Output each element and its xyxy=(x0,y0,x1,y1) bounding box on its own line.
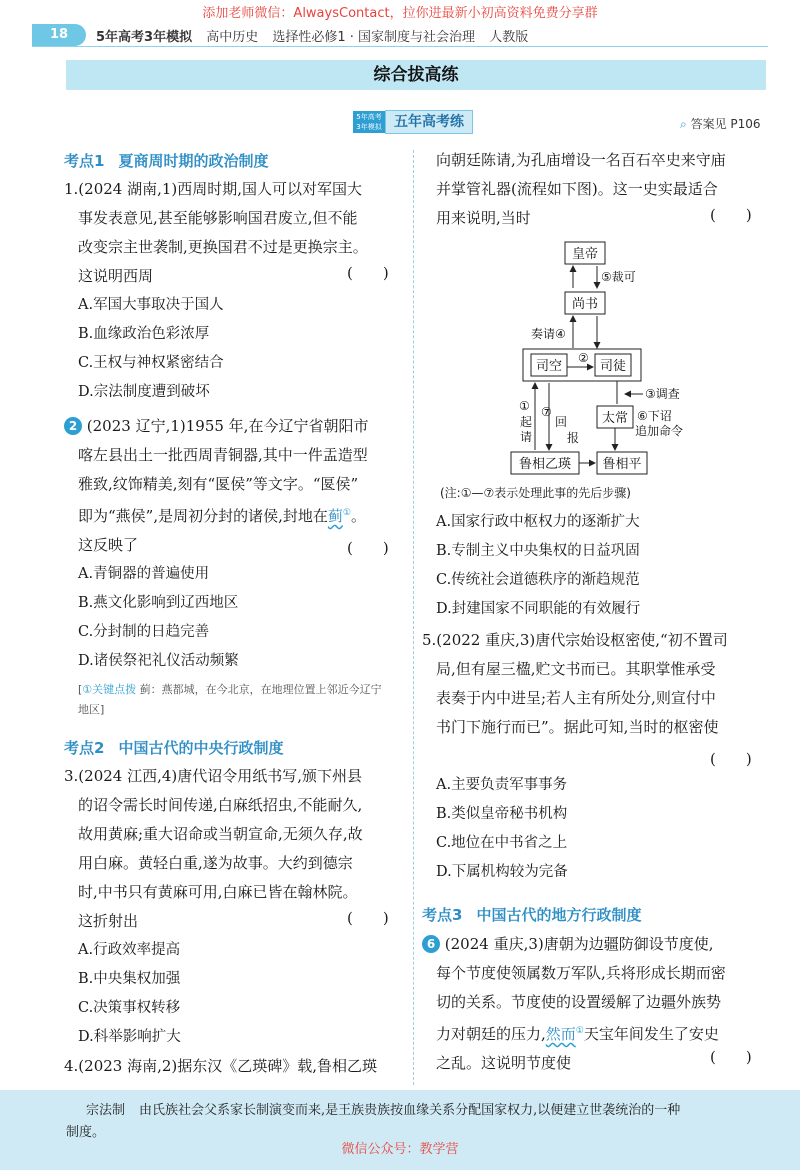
q2-answer-blank[interactable]: ( ) xyxy=(347,539,389,557)
q2-line: 喀左县出土一批西周青铜器,其中一件盂造型 xyxy=(78,446,368,464)
q5-line: 表奏于内中进呈;若人主有所处分,则宣付中 xyxy=(436,689,716,707)
q2-option-d[interactable]: D.诸侯祭祀礼仪活动频繁 xyxy=(78,653,239,669)
flow-hui: 回 xyxy=(555,415,568,429)
flow-step-1c: 请 xyxy=(520,430,533,444)
flow-shangshu: 尚书 xyxy=(571,297,599,312)
kaodian-3-label: 考点3 xyxy=(422,906,463,924)
q4-line: 并掌管礼器(流程如下图)。这一史实最适合 xyxy=(436,180,718,198)
kaodian-2 xyxy=(64,737,297,758)
answer-ref-text: 答案见 P106 xyxy=(690,117,761,131)
kaodian-3 xyxy=(422,904,655,925)
q6-line: 之乱。这说明节度使 xyxy=(436,1054,572,1072)
q1-option-b[interactable]: B.血缘政治色彩浓厚 xyxy=(78,326,210,342)
q2-keyword-ji[interactable]: 蓟 xyxy=(327,507,343,525)
q1-answer-blank[interactable]: ( ) xyxy=(347,264,389,282)
watermark-top: 添加老师微信：AlwaysContact，拉你进最新小初高资料免费分享群 xyxy=(202,6,598,21)
book-title: 5年高考3年模拟 xyxy=(96,30,193,45)
q2-note: [①关键点拨 蓟：燕都城，在今北京，在地理位置上邻近今辽宁 xyxy=(78,683,382,696)
flow-luxiangyiying: 鲁相乙瑛 xyxy=(518,457,572,472)
q3-line: 这折射出 xyxy=(78,912,139,930)
q5-option-a[interactable]: A.主要负责军事事务 xyxy=(436,777,568,793)
flow-luxiangping: 鲁相平 xyxy=(602,457,642,472)
book-header xyxy=(96,26,528,45)
q5-option-c[interactable]: C.地位在中书省之上 xyxy=(436,835,568,851)
flow-huangdi: 皇帝 xyxy=(571,247,599,262)
q1-line: 改变宗主世袭制,更换国君不过是更换宗主。 xyxy=(78,238,368,256)
q2-option-c[interactable]: C.分封制的日趋完善 xyxy=(78,624,210,640)
header-divider xyxy=(32,46,768,47)
section-banner: 综合拔高练 xyxy=(66,60,766,90)
q3-option-d[interactable]: D.科举影响扩大 xyxy=(78,1029,181,1045)
q6-line: 切的关系。节度使的设置缓解了边疆外族势 xyxy=(436,993,722,1011)
flow-note: (注:①—⑦表示处理此事的先后步骤) xyxy=(440,486,631,500)
question-5 xyxy=(422,626,782,887)
kaodian-1-title: 夏商周时期的政治制度 xyxy=(118,152,269,170)
flow-step-1b: 起 xyxy=(520,415,533,429)
q3-option-a[interactable]: A.行政效率提高 xyxy=(78,942,181,958)
page-number: 18 xyxy=(32,24,86,46)
question-4 xyxy=(436,146,776,233)
q3-option-c[interactable]: C.决策事权转移 xyxy=(78,1000,181,1016)
q2-line: 即为“燕侯”,是周初分封的诸侯,封地在 xyxy=(78,507,328,525)
q4-option-d[interactable]: D.封建国家不同职能的有效履行 xyxy=(436,601,641,617)
q5-line: 局,但有屋三楹,贮文书而已。其职掌惟承受 xyxy=(436,660,716,678)
q2-line: 雅致,纹饰精美,刻有“匽侯”等文字。“匽侯” xyxy=(78,475,359,493)
q6-note-marker: ① xyxy=(575,1026,584,1036)
q1-option-c[interactable]: C.王权与神权紧密结合 xyxy=(78,355,224,371)
kaodian-1-label: 考点1 xyxy=(64,152,105,170)
q1-option-a[interactable]: A.军国大事取决于国人 xyxy=(78,297,224,313)
q6-line: 每个节度使领属数万军队,兵将形成长期而密 xyxy=(436,964,726,982)
five-year-tag xyxy=(353,111,473,133)
q1-line: 1.(2024 湖南,1)西周时期,国人可以对军国大 xyxy=(64,180,363,198)
q3-line: 故用黄麻;重大诏命或当朝宣命,无须久存,故 xyxy=(78,825,363,843)
q2-line: (2023 辽宁,1)1955 年,在今辽宁省朝阳市 xyxy=(86,417,369,435)
q4-option-c[interactable]: C.传统社会道德秩序的渐趋规范 xyxy=(436,572,640,588)
kaodian-3-title: 中国古代的地方行政制度 xyxy=(476,906,642,924)
flow-step-6b: 追加命令 xyxy=(635,424,684,438)
q5-line: 书门下施行而已”。据此可知,当时的枢密使 xyxy=(436,718,719,736)
note-line: 蓟：燕都城，在今北京，在地理位置上邻近今辽宁 xyxy=(139,683,382,696)
note-tag: ①关键点拨 xyxy=(82,683,137,696)
q2-number-badge: 2 xyxy=(64,417,82,435)
q3-line: 用白麻。黄轻白重,遂为故事。大约到德宗 xyxy=(78,854,353,872)
q2-line: 这反映了 xyxy=(78,536,139,554)
column-divider xyxy=(413,150,414,1085)
q4-answer-blank[interactable]: ( ) xyxy=(710,206,752,224)
q6-answer-blank[interactable]: ( ) xyxy=(710,1048,752,1066)
q3-option-b[interactable]: B.中央集权加强 xyxy=(78,971,181,987)
flow-step-4: 奏请④ xyxy=(531,327,566,341)
kaodian-2-label: 考点2 xyxy=(64,739,105,757)
flow-situ: 司徒 xyxy=(599,359,627,374)
q6-keyword-ranger[interactable]: 然而 xyxy=(545,1025,576,1043)
q4-option-b[interactable]: B.专制主义中央集权的日益巩固 xyxy=(436,543,640,559)
tag-text: 五年高考练 xyxy=(385,110,473,134)
process-flowchart xyxy=(505,236,705,486)
q6-line: (2024 重庆,3)唐朝为边疆防御设节度使, xyxy=(444,935,714,953)
q3-line: 时,中书只有黄麻可用,白麻已皆在翰林院。 xyxy=(78,883,358,901)
tag-logo: 5年高考 3年模拟 xyxy=(353,111,385,133)
question-3 xyxy=(64,762,409,1081)
q4-line: 用来说明,当时 xyxy=(436,209,531,227)
kaodian-1 xyxy=(64,150,282,171)
kaodian-2-title: 中国古代的中央行政制度 xyxy=(118,739,284,757)
flow-taichang: 太常 xyxy=(601,411,629,426)
watermark-bottom: 微信公众号：教学营 xyxy=(341,1142,459,1157)
q3-line: 3.(2024 江西,4)唐代诏令用纸书写,颁下州县 xyxy=(64,767,363,785)
q5-option-b[interactable]: B.类似皇帝秘书机构 xyxy=(436,806,568,822)
q1-option-d[interactable]: D.宗法制度遭到破坏 xyxy=(78,384,210,400)
glossary-term: 宗法制 xyxy=(86,1103,126,1118)
subject: 高中历史 xyxy=(206,30,259,45)
answer-ref xyxy=(680,115,761,132)
flow-step-3: ③调查 xyxy=(645,387,680,401)
flow-step-7: ⑦ xyxy=(541,405,552,419)
flow-step-1a: ① xyxy=(519,399,530,413)
q5-answer-blank[interactable]: ( ) xyxy=(710,750,752,768)
question-6 xyxy=(422,930,782,1078)
q3-line: 的诏令需长时间传递,白麻纸招虫,不能耐久, xyxy=(78,796,363,814)
q1-line: 事发表意见,甚至能够影响国君废立,但不能 xyxy=(78,209,358,227)
question-2: 2 (2023 辽宁,1)1955 年,在今辽宁省朝阳市 喀左县出土一批西周青铜器,其中一件盂造型 雅致,纹饰精美,刻有“匽侯”等文字。“匽侯” 即为“燕侯”,是周初分封的诸侯,封地在蓟①。 这反映了 A.青铜器的普遍使用 B.燕文化影响到辽西地区 C.分封制的日趋完善 D.诸侯祭祀礼仪活动频繁 ( ) [①关键点拨 蓟：燕都城，在今北京，在地理位置上邻近今辽宁 地区] xyxy=(64,412,409,720)
search-icon: ⌕ xyxy=(680,117,687,131)
glossary-text-cont: 制度。 xyxy=(66,1125,106,1140)
q6-number-badge: 6 xyxy=(422,935,440,953)
question-1 xyxy=(64,175,404,407)
q4-option-a[interactable]: A.国家行政中枢权力的逐渐扩大 xyxy=(436,514,640,530)
q2-note-marker: ① xyxy=(342,508,351,518)
q1-line: 这说明西周 xyxy=(78,267,154,285)
note-line: 地区 xyxy=(78,703,100,716)
q6-line-tail: 天宝年间发生了安史 xyxy=(583,1025,719,1043)
q6-line: 力对朝廷的压力, xyxy=(436,1025,546,1043)
q4-start: 4.(2023 海南,2)据东汉《乙瑛碑》载,鲁相乙瑛 xyxy=(64,1057,378,1075)
edition: 人教版 xyxy=(489,30,529,45)
flow-step-2: ② xyxy=(578,351,589,365)
flow-step-5: ⑤裁可 xyxy=(601,270,636,284)
flow-sikong: 司空 xyxy=(535,359,563,374)
q4-line: 向朝廷陈请,为孔庙增设一名百石卒史来守庙 xyxy=(436,151,726,169)
q4-options xyxy=(436,508,776,624)
glossary-text: 由氏族社会父系家长制演变而来,是王族贵族按血缘关系分配国家权力,以便建立世袭统治的一种 xyxy=(139,1103,681,1118)
q2-option-a[interactable]: A.青铜器的普遍使用 xyxy=(78,566,210,582)
volume: 选择性必修1 · 国家制度与社会治理 xyxy=(272,30,476,45)
flow-bao: 报 xyxy=(567,431,580,445)
flow-step-6a: ⑥下诏 xyxy=(637,409,672,423)
q5-option-d[interactable]: D.下属机构较为完备 xyxy=(436,864,568,880)
q5-line: 5.(2022 重庆,3)唐代宗始设枢密使,“初不置司 xyxy=(422,631,728,649)
q3-answer-blank[interactable]: ( ) xyxy=(347,909,389,927)
q2-note-cont: 地区] xyxy=(78,703,105,716)
q2-option-b[interactable]: B.燕文化影响到辽西地区 xyxy=(78,595,239,611)
